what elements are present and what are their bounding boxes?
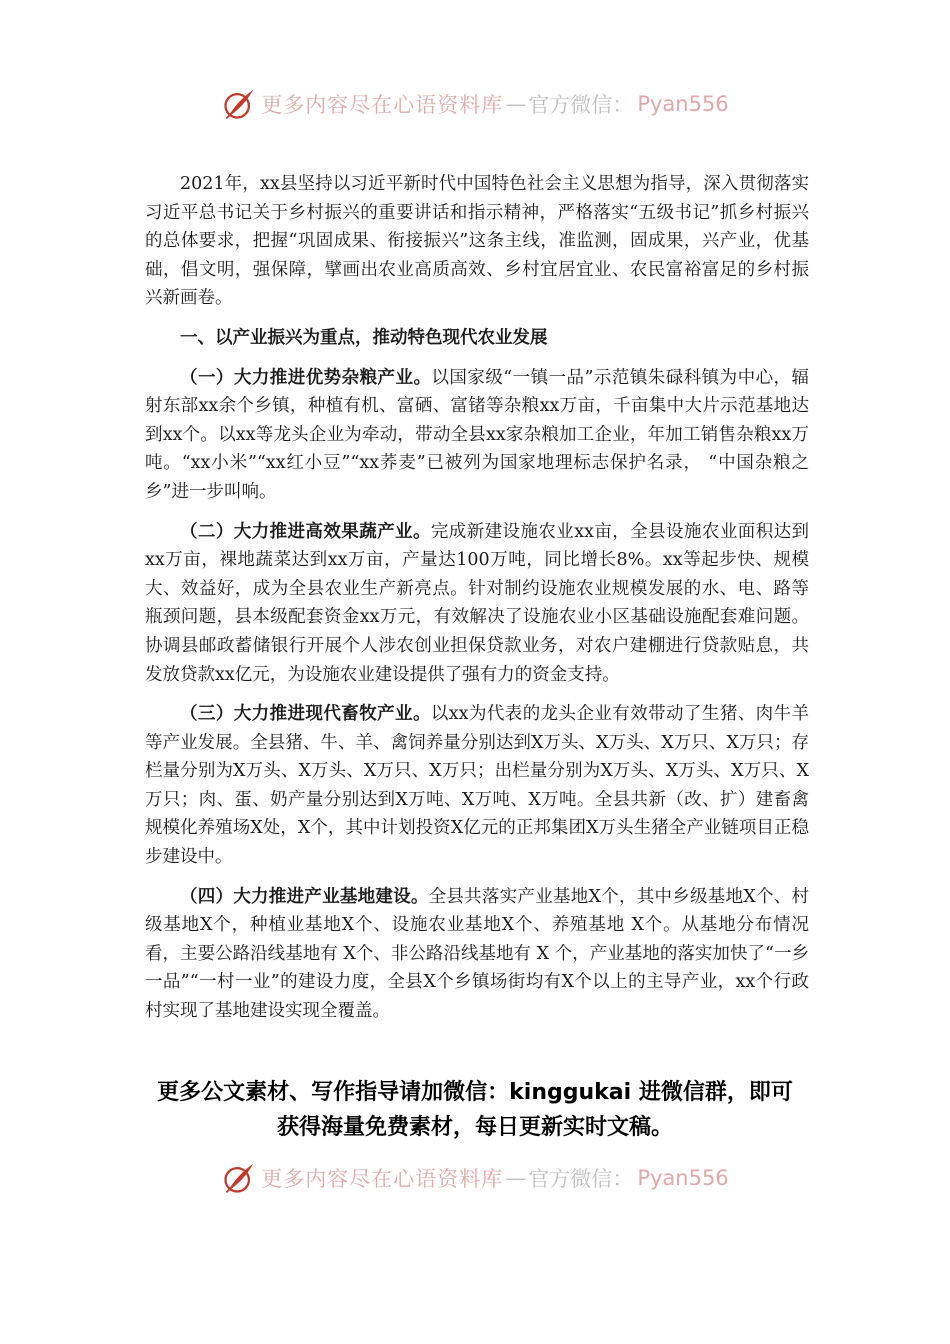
banner-separator: — (505, 92, 527, 116)
header-banner (0, 82, 950, 126)
item-body-4: 全县共落实产业基地X个，其中乡级基地X个、村级基地X个，种植业基地X个、设施农业基地X个、养殖基地 X个。从基地分布情况看，主要公路沿线基地有 X个、非公路沿线基地有 X 个，产业基地的落实加快了“一乡一品”“一村一业”的建设力度，全县X个乡镇场街均有X个以上的主导产业，xx个行政村实现了基地建设实现全覆盖。 (145, 886, 810, 1022)
banner-separator: — (505, 1166, 527, 1190)
item-title-1: （一）大力推进优势杂粮产业。 (180, 367, 432, 388)
item-title-3: （三）大力推进现代畜牧产业。 (180, 704, 431, 725)
item-title-4: （四）大力推进产业基地建设。 (180, 886, 429, 907)
item-body-1: 以国家级“一镇一品”示范镇朱碌科镇为中心，辐射东部xx余个乡镇，种植有机、富硒、富锗等杂粮xx万亩，千亩集中大片示范基地达到xx个。以xx等龙头企业为牵动，带动全县xx家杂粮加工企业，年加工销售杂粮xx万吨。“xx小米”“xx红小豆”“xx荞麦”已被列为国家地理标志保护名录， “中国杂粮之乡”进一步叫响。 (145, 367, 809, 502)
quill-logo-icon (221, 86, 257, 122)
item-title-2: （二）大力推进高效果蔬产业。 (180, 521, 431, 542)
item-paragraph-1 (145, 364, 809, 507)
banner-wechat-id: Pyan556 (637, 1166, 729, 1190)
item-paragraph-4 (145, 883, 809, 1026)
item-paragraph-2 (145, 518, 809, 690)
banner-site-name: 更多内容尽在心语资料库 (261, 93, 504, 117)
item-body-2: 完成新建设施农业xx亩，全县设施农业面积达到xx万亩，裸地蔬菜达到xx万亩，产量达100万吨，同比增长8%。xx等起步快、规模大、效益好，成为全县农业生产新亮点。针对制约设施农业规模发展的水、电、路等瓶颈问题，县本级配套资金xx万元，有效解决了设施农业小区基础设施配套难问题。协调县邮政蓄储银行开展个人涉农创业担保贷款业务，对农户建棚进行贷款贴息，共发放贷款xx亿元，为设施农业建设提供了强有力的资金支持。 (145, 521, 809, 685)
banner-wechat-label: 官方微信 (528, 93, 613, 117)
intro-paragraph: 2021年，xx县坚持以习近平新时代中国特色社会主义思想为指导，深入贯彻落实习近平总书记关于乡村振兴的重要讲话和指示精神，严格落实“五级书记”抓乡村振兴的总体要求，把握“巩固成果、衔接振兴”这条主线，准监测，固成果，兴产业，优基础，倡文明，强保障，擘画出农业高质高效、乡村宜居宜业、农民富裕富足的乡村振兴新画卷。 (145, 174, 809, 309)
footer-banner (0, 1156, 950, 1200)
item-paragraph-3 (145, 700, 809, 872)
promo-line-2: 获得海量免费素材，每日更新实时文稿。 (276, 1115, 673, 1140)
promo-line-1: 更多公文素材、写作指导请加微信：kinggukai 进微信群，即可 (157, 1080, 793, 1105)
banner-colon: ： (612, 1167, 634, 1191)
promo-notice (0, 1075, 950, 1145)
section-heading: 一、以产业振兴为重点，推动特色现代农业发展 (180, 327, 548, 348)
banner-site-name: 更多内容尽在心语资料库 (261, 1167, 504, 1191)
quill-logo-icon (221, 1160, 257, 1196)
document-body (145, 170, 809, 1037)
banner-wechat-id: Pyan556 (637, 92, 729, 116)
item-body-3: 以xx为代表的龙头企业有效带动了生猪、肉牛羊等产业发展。全县猪、牛、羊、禽饲养量分别达到X万头、X万头、X万只、X万只；存栏量分别为X万头、X万头、X万只、X万只；出栏量分别为X万头、X万头、X万只、X万只；肉、蛋、奶产量分别达到X万吨、X万吨、X万吨。全县共新（改、扩）建畜禽规模化养殖场X处，X个，其中计划投资X亿元的正邦集团X万头生猪全产业链项目正稳步建设中。 (145, 704, 809, 868)
banner-wechat-label: 官方微信 (528, 1167, 613, 1191)
banner-colon: ： (612, 93, 634, 117)
